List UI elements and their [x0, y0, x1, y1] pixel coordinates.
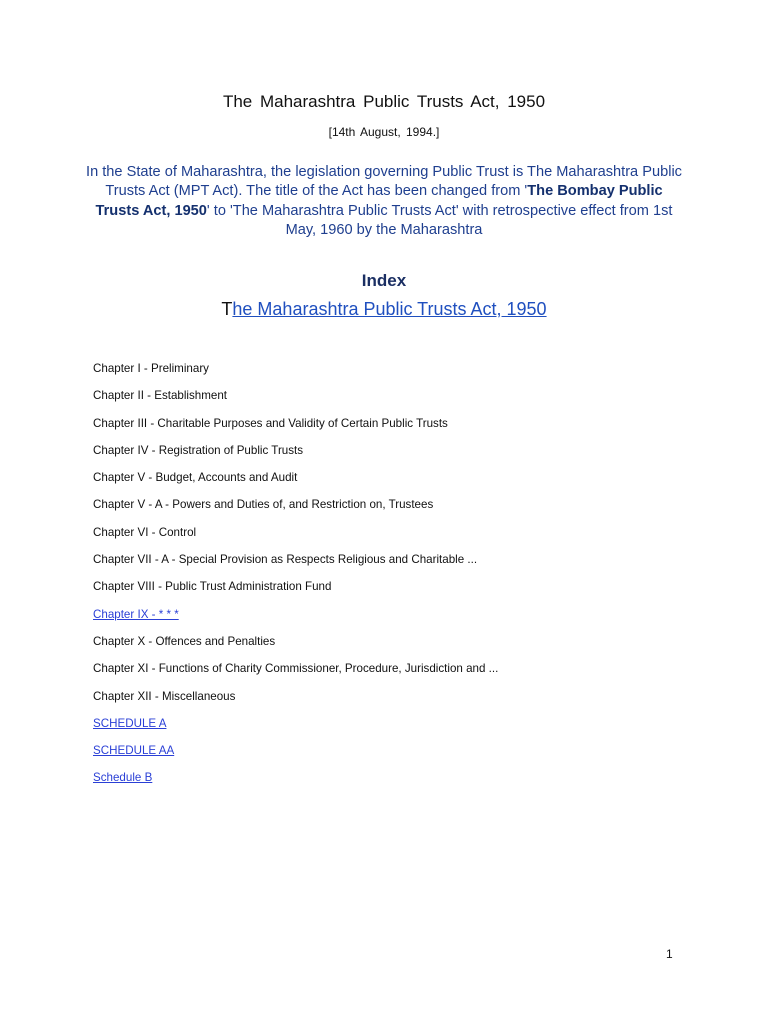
toc-link-item[interactable]: SCHEDULE A [93, 716, 167, 730]
intro-text-after: ' to 'The Maharashtra Public Trusts Act' with retrospective effect from 1st May, 1960 by the Maharashtra [206, 202, 673, 239]
table-of-contents [93, 361, 693, 798]
index-title-first-letter: T [221, 299, 233, 319]
toc-item: Chapter V - Budget, Accounts and Audit [93, 471, 298, 485]
toc-item: Chapter III - Charitable Purposes and Validity of Certain Public Trusts [93, 416, 448, 430]
toc-item: Chapter IV - Registration of Public Trusts [93, 443, 304, 457]
index-title [0, 299, 768, 320]
toc-item: Chapter I - Preliminary [93, 362, 209, 375]
toc-item: Chapter X - Offences and Penalties [93, 634, 276, 648]
intro-bold-old-title: The Bombay Public Trusts Act, 1950 [95, 183, 663, 219]
act-date: [14th August, 1994.] [328, 125, 440, 139]
toc-item: Chapter VIII - Public Trust Administration Fund [93, 580, 332, 594]
intro-paragraph [84, 163, 684, 241]
toc-item: Chapter V - A - Powers and Duties of, and Restriction on, Trustees [93, 498, 434, 512]
page-number: 1 [666, 947, 673, 961]
toc-link-item[interactable]: SCHEDULE AA [93, 744, 175, 758]
intro-text-before: In the State of Maharashtra, the legislation governing Public Trust is The Maharashtra Public Trusts Act (MPT Act). The title of the Act has been changed from ' [86, 164, 682, 200]
index-title-link[interactable]: he Maharashtra Public Trusts Act, 1950 [232, 299, 547, 319]
toc-item: Chapter II - Establishment [93, 389, 228, 403]
toc-item: Chapter XI - Functions of Charity Commissioner, Procedure, Jurisdiction and ... [93, 662, 499, 676]
index-heading: Index [361, 271, 407, 290]
document-title: The Maharashtra Public Trusts Act, 1950 [222, 92, 546, 111]
toc-item: Chapter VII - A - Special Provision as Respects Religious and Charitable ... [93, 553, 478, 567]
toc-item: Chapter VI - Control [93, 525, 197, 539]
toc-link-item[interactable]: Chapter IX - * * * [93, 607, 179, 621]
toc-item: Chapter XII - Miscellaneous [93, 689, 236, 703]
toc-link-item[interactable]: Schedule B [93, 771, 153, 785]
